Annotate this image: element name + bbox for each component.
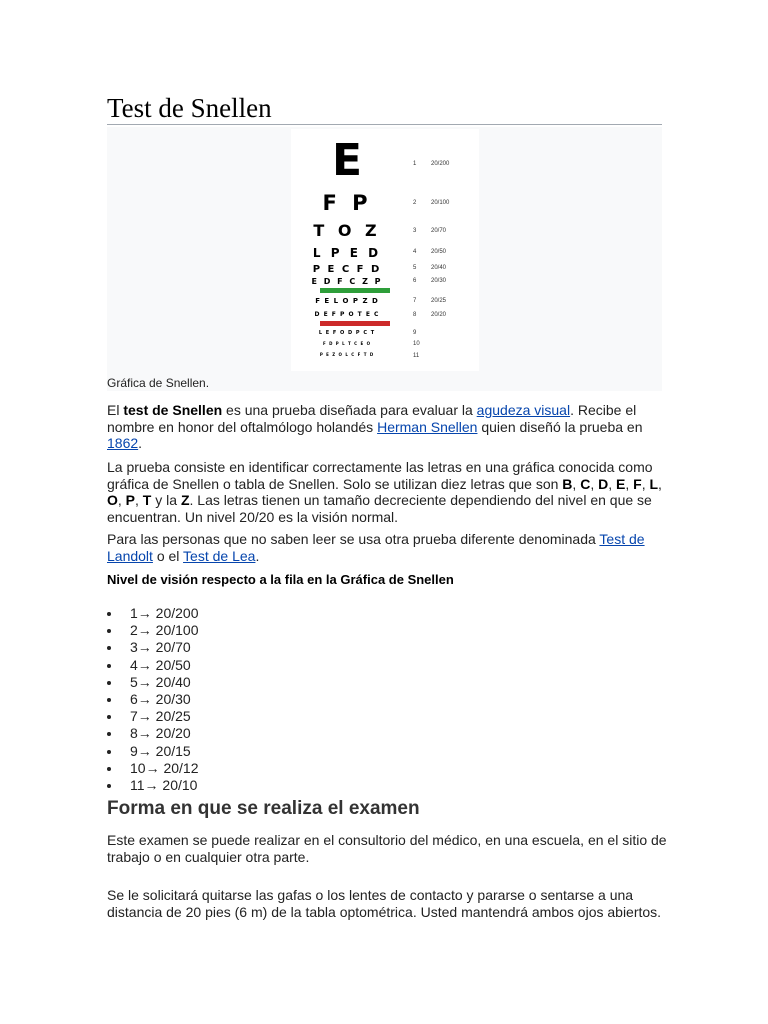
exam-location-paragraph: Este examen se puede realizar en el consultorio del médico, en una escuela, en el sitio de trabajo o en cualquier otra parte.	[107, 832, 667, 865]
chart-row-number: 9	[413, 330, 417, 336]
green-line	[320, 288, 390, 293]
text: .	[255, 547, 260, 564]
chart-row-number: 5	[413, 265, 417, 271]
chart-row-letters: T O Z	[313, 221, 381, 240]
letter-z: Z	[180, 492, 190, 508]
link-test-de-landolt[interactable]: Test de Landolt	[107, 531, 645, 564]
section-heading: Forma en que se realiza el examen	[107, 798, 420, 819]
link-1862[interactable]: 1862	[107, 435, 139, 451]
text: . Recibe el nombre en honor del oftalmólogo holandés	[107, 402, 637, 435]
chart-row-letters: D E F P O T E C	[314, 311, 380, 318]
list-item: 6→ 20/30	[107, 691, 199, 708]
chart-row-letters: L P E D	[312, 246, 382, 260]
chart-row-letters: E D F C Z P	[311, 277, 383, 286]
chart-row-letters: F E L O P Z D	[315, 297, 379, 305]
chart-row-number: 4	[413, 249, 417, 255]
link-herman-snellen[interactable]: Herman Snellen	[377, 418, 478, 435]
list-item: 5→ 20/40	[107, 674, 199, 691]
list-item: 8→ 20/20	[107, 725, 199, 742]
letter-t: T	[142, 492, 152, 508]
chart-row-acuity: 20/20	[431, 312, 447, 318]
chart-row-acuity: 20/200	[431, 161, 450, 167]
letter-l: L	[649, 475, 659, 492]
chart-row-acuity: 20/25	[431, 298, 447, 304]
chart-row-number: 7	[413, 298, 417, 304]
letter-e: E	[616, 475, 626, 492]
chart-row-number: 11	[413, 353, 420, 359]
list-item: 7→ 20/25	[107, 708, 199, 725]
text: ,	[572, 475, 581, 492]
page-title: Test de Snellen	[107, 93, 272, 123]
text: Para las personas que no saben leer se usa otra prueba diferente denominada	[107, 531, 600, 547]
text: y la	[151, 492, 181, 508]
chart-row-letters: P E Z O L C F T D	[319, 352, 375, 357]
text: es una prueba diseñada para evaluar la	[222, 402, 477, 418]
chart-row-number: 8	[413, 312, 417, 318]
text: o el	[152, 547, 184, 564]
letter-b: B	[562, 475, 573, 492]
chart-row-letters: E	[331, 135, 363, 186]
text: ,	[641, 475, 650, 492]
alternatives-paragraph	[107, 531, 667, 564]
chart-row-acuity: 20/30	[431, 278, 447, 284]
chart-row-number: 3	[413, 228, 417, 234]
chart-row-acuity: 20/70	[431, 228, 447, 234]
vision-levels-list	[107, 605, 199, 794]
letter-p: P	[125, 492, 136, 508]
list-item: 10→ 20/12	[107, 760, 199, 777]
letter-c: C	[580, 475, 591, 492]
description-paragraph	[107, 459, 667, 525]
chart-row-letters: F P	[322, 191, 372, 215]
chart-row-number: 10	[413, 341, 420, 347]
figure-caption: Gráfica de Snellen.	[107, 376, 210, 390]
chart-row-number: 2	[413, 200, 417, 206]
chart-row-acuity: 20/40	[431, 265, 447, 271]
text: ,	[608, 475, 617, 492]
text: El	[107, 402, 124, 418]
letter-f: F	[633, 475, 642, 492]
text: . Las letras tienen un tamaño decreciente dependiendo del nivel en que se encuentran. Un nivel 20/20 es la visión normal.	[107, 492, 652, 525]
letter-o: O	[107, 492, 118, 508]
text: La prueba consiste en identificar correctamente las letras en una gráfica conocida como gráfica de Snellen o tabla de Snellen. Solo se utilizan diez letras que son	[107, 459, 653, 492]
intro-paragraph	[107, 402, 667, 452]
list-item: 4→ 20/50	[107, 657, 199, 674]
letter-d: D	[598, 475, 609, 492]
bold-term: test de Snellen	[123, 402, 223, 418]
list-item: 1→ 20/200	[107, 605, 199, 622]
red-line	[320, 321, 390, 326]
title-divider	[107, 124, 662, 125]
text: ,	[117, 492, 126, 508]
chart-row-number: 1	[413, 161, 417, 167]
list-item: 3→ 20/70	[107, 639, 199, 656]
list-item: 9→ 20/15	[107, 743, 199, 760]
list-item: 2→ 20/100	[107, 622, 199, 639]
snellen-chart-image	[291, 129, 479, 371]
list-item: 11→ 20/10	[107, 777, 199, 794]
text: ,	[590, 475, 599, 492]
chart-row-letters: P E C F D	[312, 264, 382, 275]
text: quien diseñó la prueba en	[477, 418, 643, 435]
list-heading: Nivel de visión respecto a la fila en la Gráfica de Snellen	[107, 572, 454, 587]
figure	[107, 127, 662, 391]
text: ,	[625, 475, 634, 492]
text: .	[138, 435, 143, 451]
chart-row-letters: F D P L T C E O	[322, 341, 372, 346]
link-agudeza-visual[interactable]: agudeza visual	[476, 402, 571, 418]
exam-procedure-paragraph: Se le solicitará quitarse las gafas o los lentes de contacto y pararse o sentarse a una distancia de 20 pies (6 m) de la tabla optométrica. Usted mantendrá ambos ojos abiertos.	[107, 887, 662, 920]
text: ,	[135, 492, 143, 508]
text: ,	[658, 475, 662, 492]
chart-row-letters: L E F O D P C T	[318, 330, 376, 336]
chart-row-acuity: 20/100	[431, 200, 450, 206]
chart-row-acuity: 20/50	[431, 249, 447, 255]
link-test-de-lea[interactable]: Test de Lea	[183, 547, 256, 564]
chart-row-number: 6	[413, 278, 417, 284]
